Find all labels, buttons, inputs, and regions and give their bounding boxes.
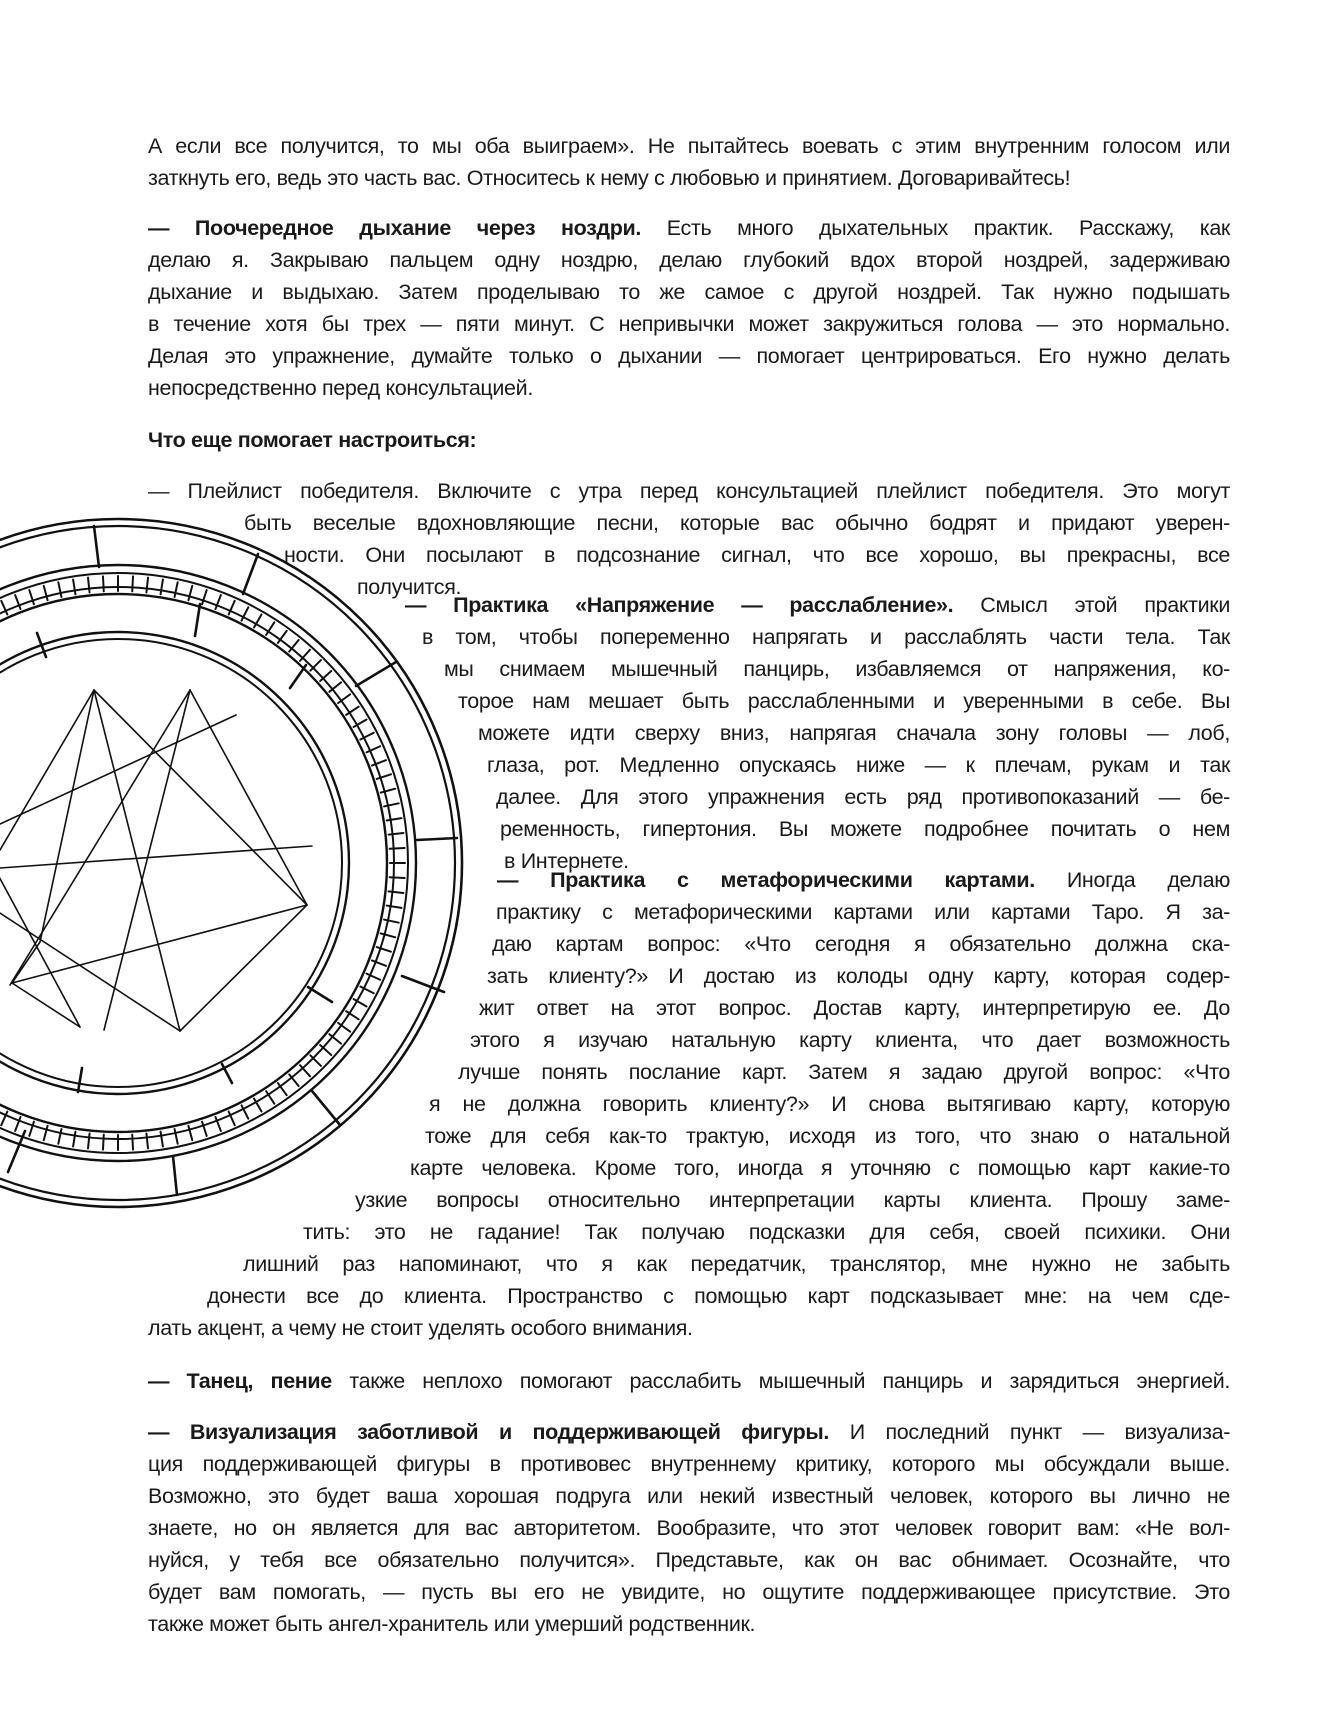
cards-line: зать клиенту?» И достаю из колоды одну карту, которая содер- xyxy=(487,964,1230,988)
tension-line: глаза, рот. Медленно опускаясь ниже — к плечам, рукам и так xyxy=(487,753,1230,777)
cards-title: — Практика с метафорическими картами. xyxy=(497,868,1035,892)
visualization-title: — Визуализация заботливой и поддерживающей фигуры. xyxy=(148,1420,829,1444)
breathing-title: — Поочередное дыхание через ноздри. xyxy=(148,216,642,240)
cards-line: практику с метафорическими картами или картами Таро. Я за- xyxy=(496,900,1230,924)
cards-line: этого я изучаю натальную карту клиента, что дает возможность xyxy=(470,1028,1230,1052)
breathing-line: Делая это упражнение, думайте только о дыхании — помогает центрироваться. Его нужно делать xyxy=(148,344,1230,368)
visualization-paragraph-line-1 xyxy=(148,1416,1230,1448)
tension-line: ременность, гипертония. Вы можете подробнее почитать о нем xyxy=(500,817,1230,841)
tension-paragraph-line-1 xyxy=(405,589,1230,621)
cards-line: лучше понять послание карт. Затем я задаю другой вопрос: «Что xyxy=(458,1060,1230,1084)
cards-line: карте человека. Кроме того, иногда я уточняю с помощью карт какие-то xyxy=(410,1156,1230,1180)
dance-text: также неплохо помогают расслабить мышечный панцирь и зарядиться энергией. xyxy=(331,1369,1231,1393)
visualization-line: ция поддерживающей фигуры в противовес внутреннему критику, которого мы обсуждали выше. xyxy=(148,1452,1230,1476)
tension-line: в Интернете. xyxy=(504,849,629,873)
tension-title: — Практика «Напряжение — расслабление». xyxy=(405,593,954,617)
cards-line: тить: это не гадание! Так получаю подсказки для себя, своей психики. Они xyxy=(303,1220,1230,1244)
breathing-line: делаю я. Закрываю пальцем одну ноздрю, делаю глубокий вдох второй ноздрей, задерживаю xyxy=(148,248,1230,272)
visualization-line: Возможно, это будет ваша хорошая подруга или некий известный человек, которого вы лично не xyxy=(148,1484,1230,1508)
intro-line-1: А если все получится, то мы оба выиграем». Не пытайтесь воевать с этим внутренним голосом или xyxy=(148,134,1230,158)
tension-line: мы снимаем мышечный панцирь, избавляемся от напряжения, ко- xyxy=(444,657,1230,681)
intro-line-2: заткнуть его, ведь это часть вас. Относитесь к нему с любовью и принятием. Договаривайтесь! xyxy=(148,166,1071,190)
playlist-line: быть веселые вдохновляющие песни, которые вас обычно бодрят и придают уверен- xyxy=(244,511,1230,535)
dance-title: — Танец, пение xyxy=(148,1369,332,1393)
section-heading: Что еще помогает настроиться: xyxy=(148,428,477,452)
cards-line: лать акцент, а чему не стоит уделять особого внимания. xyxy=(148,1316,693,1340)
tension-line: в том, чтобы попеременно напрягать и расслаблять части тела. Так xyxy=(422,625,1230,649)
breathing-line: дыхание и выдыхаю. Затем проделываю то же самое с другой ноздрей. Так нужно подышать xyxy=(148,280,1230,304)
tension-line: торое нам мешает быть расслабленными и уверенными в себе. Вы xyxy=(458,689,1230,713)
cards-line: тоже для себя как-то трактую, исходя из того, что знаю о натальной xyxy=(425,1124,1230,1148)
cards-line: лишний раз напоминают, что я как передатчик, транслятор, мне нужно не забыть xyxy=(243,1252,1230,1276)
cards-line: я не должна говорить клиенту?» И снова вытягиваю карту, которую xyxy=(429,1092,1230,1116)
breathing-text: Есть много дыхательных практик. Расскажу, как xyxy=(641,216,1230,240)
playlist-line: — Плейлист победителя. Включите с утра перед консультацией плейлист победителя. Это могут xyxy=(148,479,1230,503)
playlist-line: получится. xyxy=(357,575,462,599)
visualization-line: знаете, но он является для вас авторитетом. Вообразите, что этот человек говорит вам: «Не вол- xyxy=(148,1516,1230,1540)
cards-paragraph-line-1 xyxy=(497,864,1230,896)
breathing-line: непосредственно перед консультацией. xyxy=(148,376,533,400)
cards-line: жит ответ на этот вопрос. Достав карту, интерпретирую ее. До xyxy=(479,996,1230,1020)
dance-paragraph xyxy=(148,1365,1230,1397)
visualization-line: нуйся, у тебя все обязательно получится». Представьте, как он вас обнимает. Осознайте, что xyxy=(148,1548,1230,1572)
cards-line: даю картам вопрос: «Что сегодня я обязательно должна ска- xyxy=(492,932,1230,956)
cards-text: Иногда делаю xyxy=(1034,868,1231,892)
breathing-paragraph-line-1 xyxy=(148,212,1230,244)
visualization-line: также может быть ангел-хранитель или умерший родственник. xyxy=(148,1612,756,1636)
cards-line: донести все до клиента. Пространство с помощью карт подсказывает мне: на чем сде- xyxy=(207,1284,1230,1308)
tension-text: Смысл этой практики xyxy=(953,593,1230,617)
cards-line: узкие вопросы относительно интерпретации карты клиента. Прошу заме- xyxy=(355,1188,1230,1212)
tension-line: можете идти сверху вниз, напрягая сначала зону головы — лоб, xyxy=(478,721,1230,745)
visualization-line: будет вам помогать, — пусть вы его не увидите, но ощутите поддерживающее присутствие. Это xyxy=(148,1580,1230,1604)
visualization-text: И последний пункт — визуализа- xyxy=(828,1420,1230,1444)
playlist-line: ности. Они посылают в подсознание сигнал, что все хорошо, вы прекрасны, все xyxy=(284,543,1230,567)
breathing-line: в течение хотя бы трех — пяти минут. С непривычки может закружиться голова — это нормально. xyxy=(148,312,1230,336)
tension-line: далее. Для этого упражнения есть ряд противопоказаний — бе- xyxy=(496,785,1230,809)
